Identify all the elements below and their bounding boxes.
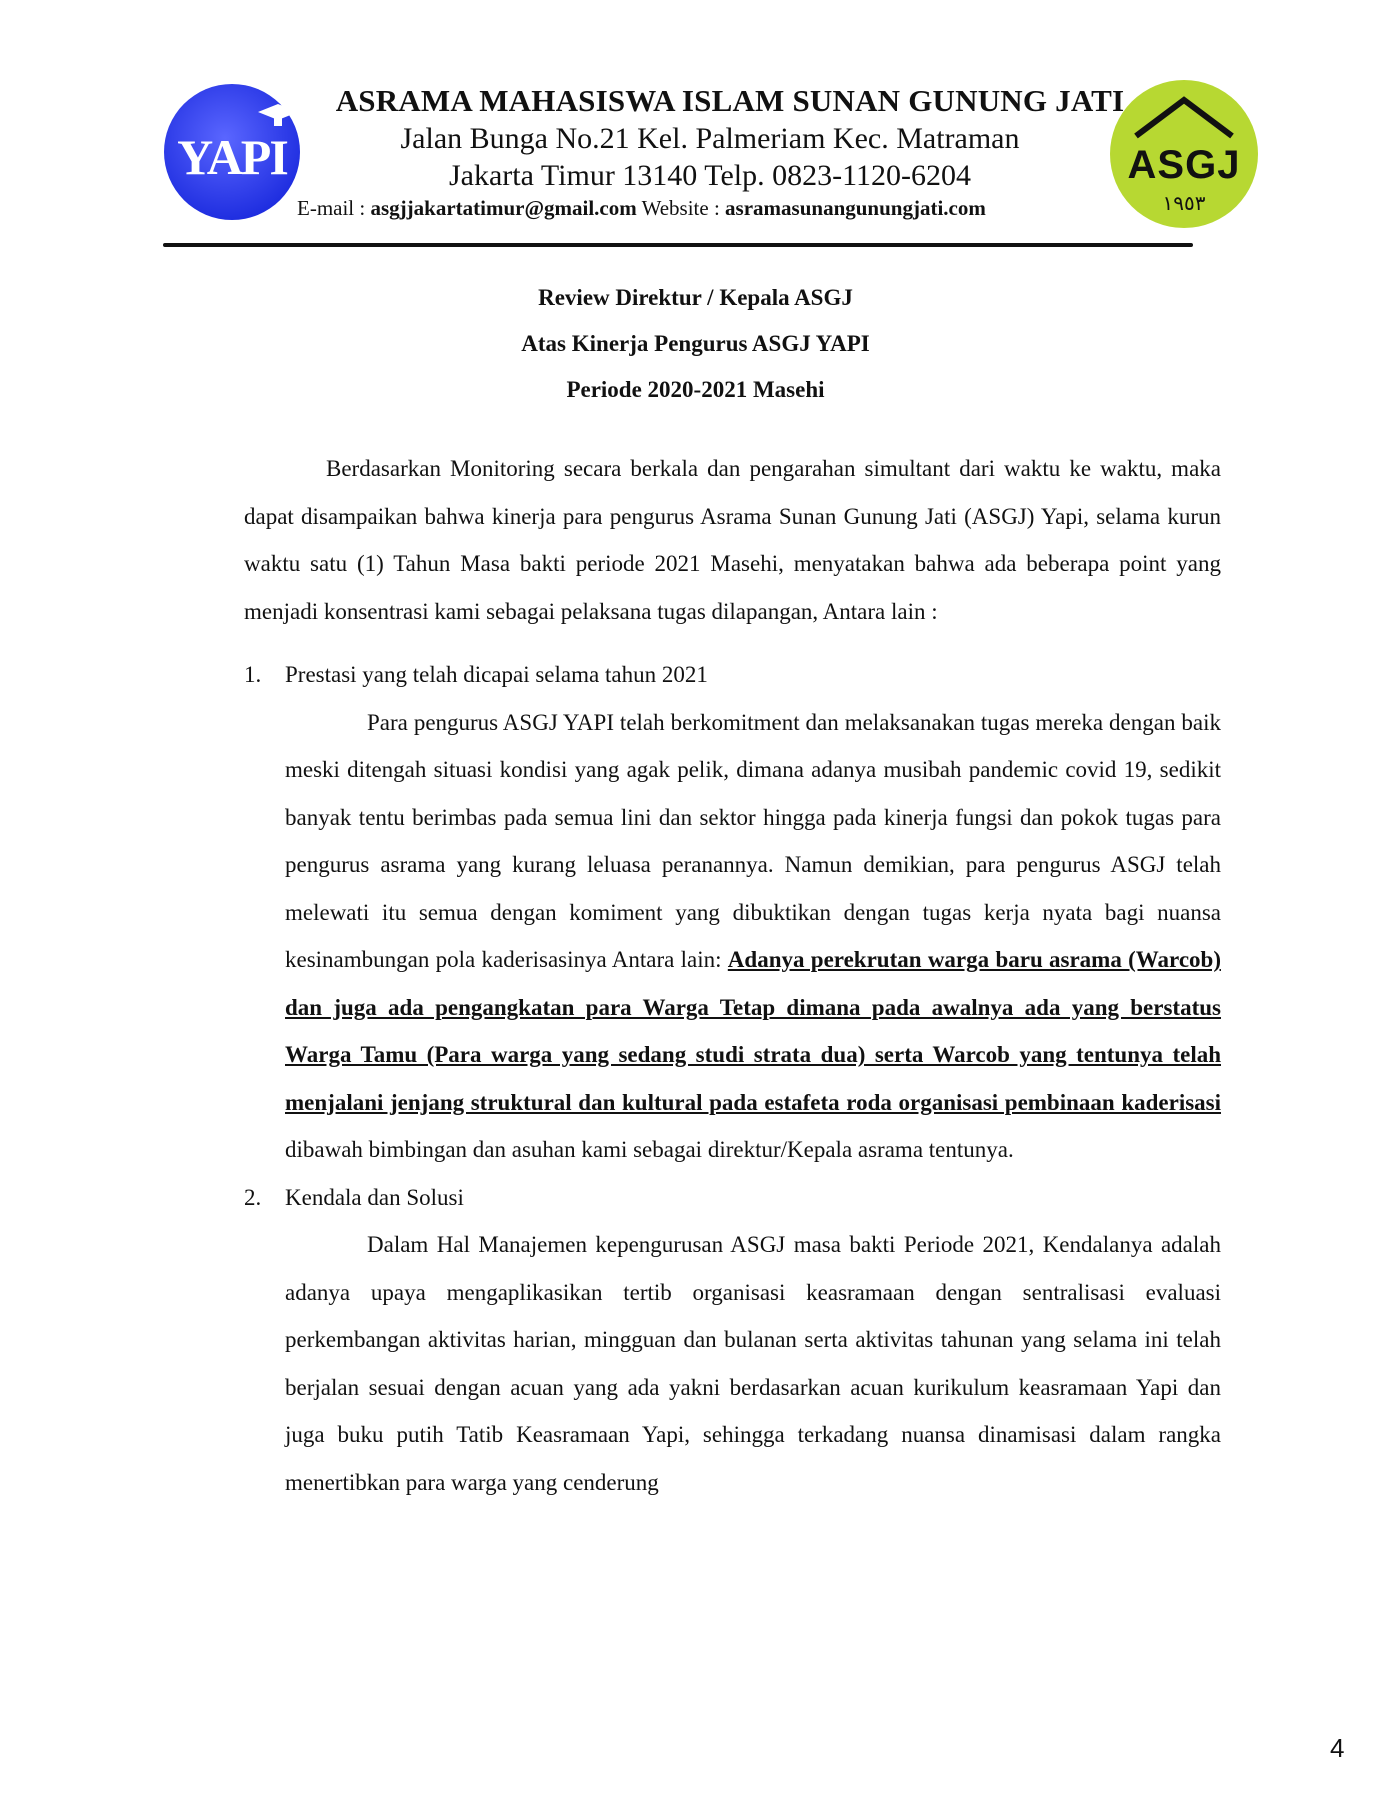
email-label: E-mail : [297,196,371,220]
letterhead-text [280,82,1140,222]
list-item-1-title: Prestasi yang telah dicapai selama tahun 2021 [285,662,708,687]
asgj-logo-year: ١٩٥٣ [1162,191,1206,215]
list-item-2-body [244,1221,1221,1506]
title-line-1: Review Direktur / Kepala ASGJ [538,285,853,310]
list-item-2-heading [244,1174,1221,1222]
document-body [244,445,1221,1506]
letterhead [0,0,1391,260]
letterhead-rule [163,243,1193,247]
document-titles [0,275,1391,413]
title-line-2: Atas Kinerja Pengurus ASGJ YAPI [521,331,870,356]
website-label: Website : [636,196,726,220]
website-address[interactable]: asramasunangunungjati.com [725,196,986,220]
list-item-2-title: Kendala dan Solusi [285,1184,464,1210]
list-item-1-paragraph [285,699,1221,1174]
organization-name: ASRAMA MAHASISWA ISLAM SUNAN GUNUNG JATI [335,83,1125,118]
list-item-1-emphasis: Adanya perekrutan warga baru asrama (Warcob) dan juga ada pengangkatan para Warga Tetap dimana pada awalnya ada yang berstatus Warga Tamu (Para warga yang sedang studi strata dua) serta Warcob yang tentunya telah menjalani jenjang struktural dan kultural pada estafeta roda organisasi pembinaan kaderisasi [285,947,1221,1115]
page-number: 4 [1330,1733,1345,1763]
list-item-1-tail: dibawah bimbingan dan asuhan kami sebagai direktur/Kepala asrama tentunya. [285,1137,1014,1162]
list-item-1-heading [244,651,1221,699]
title-line-3: Periode 2020-2021 Masehi [566,377,825,402]
list-item-1-body [244,699,1221,1174]
asgj-logo [1108,78,1260,230]
list-item-1-text: Para pengurus ASGJ YAPI telah berkomitment dan melaksanakan tugas mereka dengan baik meski ditengah situasi kondisi yang agak pelik, dimana adanya musibah pandemic covid 19, sedikit banyak tentu berimbas pada semua lini dan sektor hingga pada kinerja fungsi dan pokok tugas para pengurus asrama yang kurang leluasa peranannya. Namun demikian, para pengurus ASGJ telah melewati itu semua dengan komiment yang dibuktikan dengan tugas kerja nyata bagi nuansa kesinambungan pola kaderisasinya Antara lain: [285,709,1221,972]
list-item-2-number: 2. [244,1184,262,1210]
list-item-2-paragraph: Dalam Hal Manajemen kepengurusan ASGJ masa bakti Periode 2021, Kendalanya adalah adanya upaya mengaplikasikan tertib organisasi keasramaan dengan sentralisasi evaluasi perkembangan aktivitas harian, mingguan dan bulanan serta aktivitas tahunan yang selama ini telah berjalan sesuai dengan acuan yang ada yakni berdasarkan acuan kurikulum keasramaan Yapi dan juga buku putih Tatib Keasramaan Yapi, sehingga terkadang nuansa dinamisasi dalam rangka menertibkan para warga yang cenderung [285,1232,1221,1495]
address-line-2: Jakarta Timur 13140 Telp. 0823-1120-6204 [448,159,972,192]
yapi-logo-text: YAPI [177,129,287,185]
asgj-logo-text: ASGJ [1127,143,1241,187]
address-line-1: Jalan Bunga No.21 Kel. Palmeriam Kec. Matraman [400,122,1020,155]
intro-paragraph: Berdasarkan Monitoring secara berkala dan pengarahan simultant dari waktu ke waktu, maka dapat disampaikan bahwa kinerja para pengurus Asrama Sunan Gunung Jati (ASGJ) Yapi, selama kurun waktu satu (1) Tahun Masa bakti periode 2021 Masehi, menyatakan bahwa ada beberapa point yang menjadi konsentrasi kami sebagai pelaksana tugas dilapangan, Antara lain : [244,456,1221,624]
email-address[interactable]: asgjjakartatimur@gmail.com [370,196,637,220]
list-item-1-number: 1. [244,662,262,687]
contact-line [297,194,1140,222]
